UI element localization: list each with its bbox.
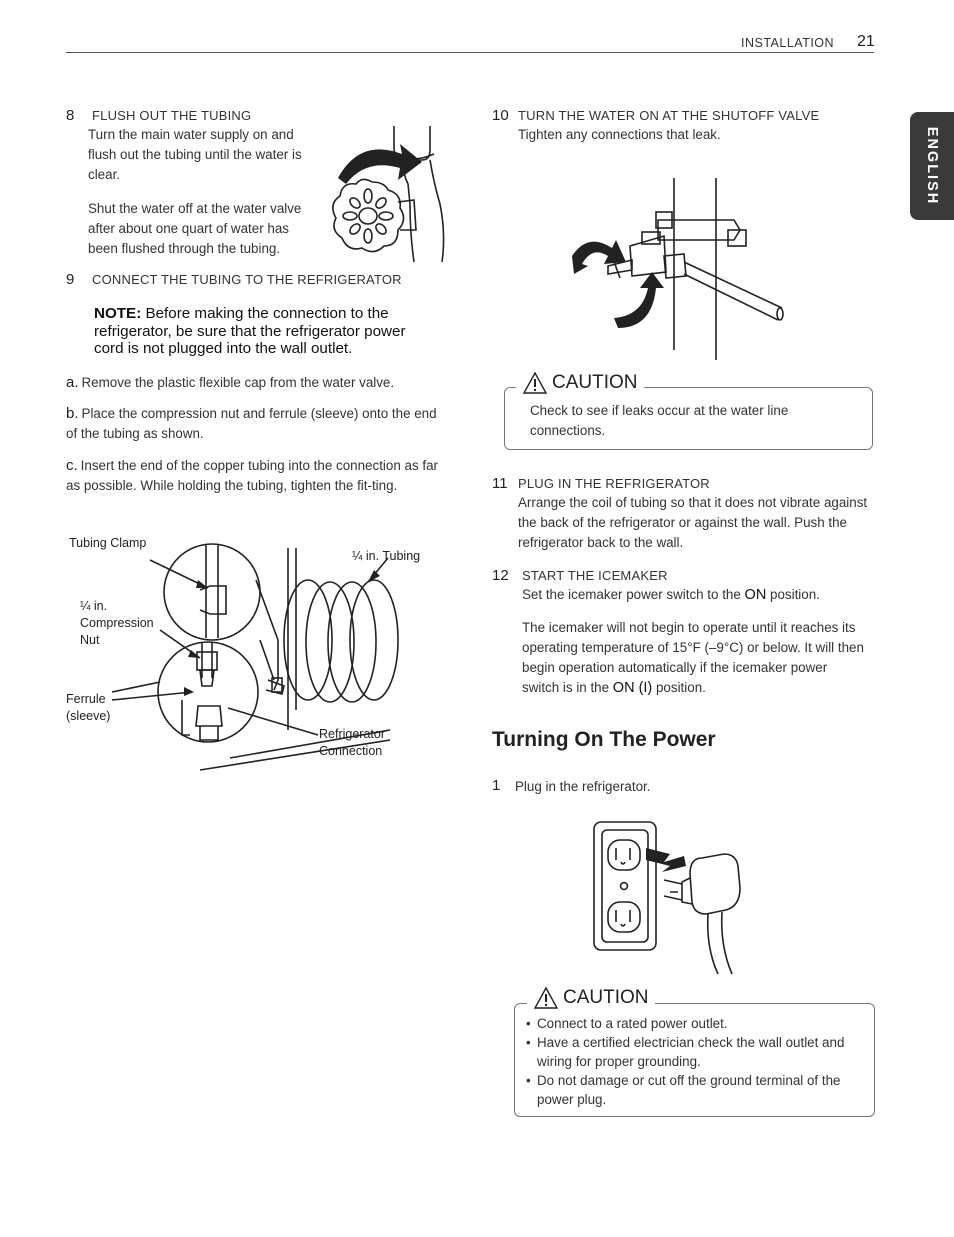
step-8-para-1: Turn the main water supply on and flush out the tubing until the water is clear. (88, 127, 302, 182)
caution-box-leaks (504, 387, 873, 450)
step-11-text: Arrange the coil of tubing so that it does not vibrate against the back of the refrigerator or against the wall. Push the refrigerator back to the wall. (518, 495, 868, 550)
sub-c-letter: c. (66, 457, 78, 474)
language-tab (910, 112, 954, 220)
language-tab-label: ENGLISH (924, 126, 940, 206)
page-number: 21 (857, 33, 875, 50)
step-9-title: CONNECT THE TUBING TO THE REFRIGERATOR (92, 272, 402, 287)
caution-2-title (527, 986, 655, 1010)
step-9-sub-c (66, 456, 444, 495)
water-valve-illustration (322, 124, 452, 264)
label-compression-nut: ¼ in. Compression Nut (80, 599, 154, 647)
power-step-text: Plug in the refrigerator. (515, 779, 651, 794)
caution-box-power (514, 1003, 875, 1117)
on-switch-label: ON (744, 587, 767, 603)
step-12-para-2 (522, 618, 867, 698)
step-10-text: Tighten any connections that leak. (518, 127, 721, 142)
caution-1-text: Check to see if leaks occur at the water line connections. (530, 403, 789, 438)
label-quarter-tubing: ¼ in. Tubing (352, 549, 421, 563)
section-heading-power: Turning On The Power (492, 728, 716, 751)
step-10-number: 10 (492, 107, 509, 124)
caution-1-label: CAUTION (552, 372, 638, 393)
caution-2-label: CAUTION (563, 987, 649, 1008)
step-10-title: TURN THE WATER ON AT THE SHUTOFF VALVE (518, 108, 820, 123)
label-tubing-clamp: Tubing Clamp (69, 536, 147, 550)
power-step-number: 1 (492, 777, 501, 794)
sub-c-text: Insert the end of the copper tubing into the connection as far as possible. While holding the tubing, tighten the fit-ting. (66, 458, 438, 493)
warning-icon (533, 986, 559, 1010)
caution-1-title (516, 371, 644, 395)
caution-2-item: • Have a certified electrician check the wall outlet and wiring for proper grounding. (526, 1033, 866, 1071)
shutoff-valve-illustration (568, 178, 788, 362)
step-12-para-2-pre: The icemaker will not begin to operate until it reaches its operating temperature of 15°F (–9°C) or below. It will then begin operation automatically if the icemaker power switch is in the (522, 620, 864, 695)
step-9-sub-a (66, 373, 446, 393)
caution-2-item: • Do not damage or cut off the ground terminal of the power plug. (526, 1071, 866, 1109)
outlet-plug-illustration (590, 818, 750, 976)
on-i-switch-label: ON (I) (612, 680, 653, 696)
step-12-title: START THE ICEMAKER (522, 568, 668, 583)
step-12-line-1-pre: Set the icemaker power switch to the (522, 587, 745, 602)
sub-a-letter: a. (66, 374, 79, 391)
note-text: Before making the connection to the refrigerator, be sure that the refrigerator power cord is not plugged into the wall outlet. (94, 305, 406, 357)
warning-icon (522, 371, 548, 395)
step-8-number: 8 (66, 107, 75, 124)
caution-2-item: • Connect to a rated power outlet. (526, 1014, 866, 1033)
step-12-line-1 (522, 585, 870, 605)
sub-a-text: Remove the plastic flexible cap from the water valve. (81, 375, 395, 390)
step-12-line-1-post: position. (766, 587, 820, 602)
step-11-title: PLUG IN THE REFRIGERATOR (518, 476, 710, 491)
header-section-title: INSTALLATION (741, 36, 835, 50)
step-11-number: 11 (492, 475, 508, 492)
step-9-note (94, 305, 439, 358)
step-8-title: FLUSH OUT THE TUBING (92, 108, 252, 123)
step-12-para-2-post: position. (652, 680, 706, 695)
step-8-para-2: Shut the water off at the water valve after about one quart of water has been flushed through the tubing. (88, 201, 302, 256)
note-label: NOTE: (94, 305, 142, 322)
step-9-number: 9 (66, 271, 75, 288)
sub-b-letter: b. (66, 405, 79, 422)
step-12-number: 12 (492, 567, 509, 584)
label-ferrule: Ferrule (sleeve) (66, 692, 111, 723)
label-refrigerator-connection: Refrigerator Connection (319, 727, 385, 758)
header-divider (66, 52, 874, 53)
step-9-sub-b (66, 404, 446, 443)
caution-2-list (526, 1014, 866, 1109)
sub-b-text: Place the compression nut and ferrule (sleeve) onto the end of the tubing as shown. (66, 406, 437, 441)
